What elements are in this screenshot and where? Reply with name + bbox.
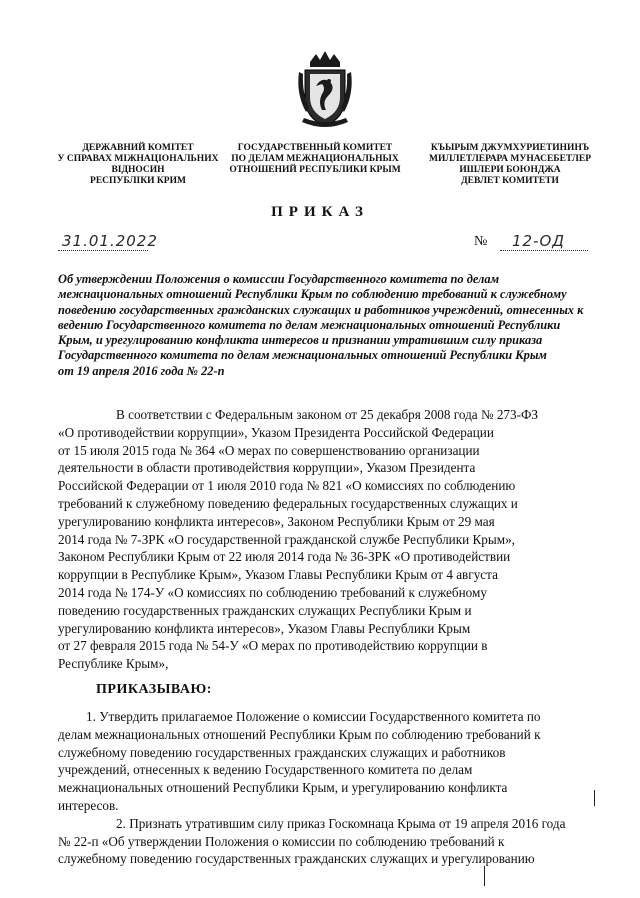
subject-line: поведению государственных гражданских служащих и работников учреждений, отнесенных к <box>58 302 584 317</box>
subject-line: от 19 апреля 2016 года № 22-п <box>58 363 225 378</box>
item-line: 2. Признать утратившим силу приказ Госкомнаца Крыма от 19 апреля 2016 года <box>116 815 566 831</box>
order-directive: ПРИКАЗЫВАЮ: <box>96 682 212 697</box>
preamble-line: требований к служебному поведению федеральных государственных служащих и <box>58 495 518 511</box>
item-line: служебному поведению государственных гражданских служащих и работников <box>58 744 506 760</box>
preamble-line: Законом Республики Крым от 22 июля 2014 года № 36-ЗРК «О противодействии <box>58 549 511 565</box>
order-number: 12-ОД <box>512 232 566 250</box>
item-line: № 22-п «Об утверждении Положения о комиссии по соблюдению требований к <box>58 833 505 849</box>
header-right-line: КЪЫРЫМ ДЖУМХУРИЕТИНИНЪ <box>430 143 590 153</box>
subject-line: ведению Государственного комитета по делам межнациональных отношений Республики <box>58 317 561 332</box>
preamble-line: поведению государственных гражданских служащих Республики Крым и <box>58 602 472 618</box>
preamble-line: деятельности в области противодействия коррупции», Указом Президента <box>58 460 476 476</box>
preamble-line: 2014 года № 174-У «О комиссиях по соблюдению требований к служебному <box>58 584 487 600</box>
preamble-line: коррупции в Республике Крым», Указом Главы Республики Крым от 4 августа <box>58 567 498 583</box>
subject-line: межнациональных отношений Республики Крым по соблюдению требований к служебному <box>58 287 567 302</box>
item-line: 1. Утвердить прилагаемое Положение о комиссии Государственного комитета по <box>86 709 541 724</box>
item-line: служебному поведению государственных гражданских служащих и урегулированию <box>58 851 535 867</box>
item-line: учреждений, отнесенных к ведению Государственного комитета по делам <box>58 762 473 778</box>
scan-artifact <box>594 790 595 806</box>
order-subject <box>58 272 600 379</box>
order-date: 31.01.2022 <box>62 232 158 250</box>
preamble-line: 2014 года № 7-ЗРК «О государственной гражданской службе Республики Крым», <box>58 531 515 547</box>
preamble-line: «О противодействии коррупции», Указом Президента Российской Федерации <box>58 424 494 440</box>
date-underline <box>58 250 148 251</box>
scan-artifact <box>484 866 485 886</box>
subject-line: Об утверждении Положения о комиссии Государственного комитета по делам <box>58 272 500 286</box>
header-left-line: ДЕРЖАВНИЙ КОМІТЕТ <box>82 143 194 153</box>
preamble-line: Российской Федерации от 1 июля 2010 года № 821 «О комиссиях по соблюдению <box>58 478 516 494</box>
header-left-line: РЕСПУБЛІКИ КРИМ <box>90 176 186 186</box>
item-line: интересов. <box>58 797 119 813</box>
preamble-line: В соответствии с Федеральным законом от 25 декабря 2008 года № 273-ФЗ <box>116 407 539 422</box>
header-right-line: ДЕВЛЕТ КОМИТЕТИ <box>461 176 559 186</box>
subject-line: Крым, и урегулированию конфликта интересов и признании утратившим силу приказа <box>58 333 543 348</box>
header-middle-line: ОТНОШЕНИЙ РЕСПУБЛИКИ КРЫМ <box>229 165 401 175</box>
header-middle-line: ПО ДЕЛАМ МЕЖНАЦИОНАЛЬНЫХ <box>231 154 399 164</box>
subject-line: Государственного комитета по делам межнациональных отношений Республики Крым <box>58 348 547 363</box>
preamble-line: от 27 февраля 2015 года № 54-У «О мерах по противодействию коррупции в <box>58 638 488 654</box>
header-right-line: ИШЛЕРИ БОЮНДЖА <box>459 165 561 175</box>
number-label: № <box>474 234 488 249</box>
header-left-line: У СПРАВАХ МІЖНАЦІОНАЛЬНИХ <box>57 154 219 164</box>
header-left-line: ВІДНОСИН <box>111 165 165 175</box>
header-middle-russian <box>224 143 406 176</box>
preamble-paragraph <box>58 406 600 673</box>
crimea-coat-of-arms-icon <box>296 48 354 130</box>
header-left-ukrainian <box>48 143 228 187</box>
preamble-line: от 15 июля 2015 года № 364 «О мерах по совершенствованию организации <box>58 442 480 458</box>
number-underline <box>500 250 588 251</box>
item-line: делам межнациональных отношений Республики Крым по соблюдению требований к <box>58 726 541 742</box>
preamble-line: урегулированию конфликта интересов», Законом Республики Крым от 29 мая <box>58 513 495 529</box>
preamble-line: урегулированию конфликта интересов», Указом Главы Республики Крым <box>58 620 471 636</box>
document-title: ПРИКАЗ <box>271 204 369 220</box>
header-middle-line: ГОСУДАРСТВЕННЫЙ КОМИТЕТ <box>237 143 393 153</box>
header-right-line: МИЛЛЕТЛЕРАРА МУНАСЕБЕТЛЕР <box>428 154 591 164</box>
header-right-crimean-tatar <box>410 143 610 187</box>
order-items <box>58 708 600 868</box>
preamble-line: Республике Крым», <box>58 656 169 672</box>
item-line: межнациональных отношений Республики Крым, и урегулированию конфликта <box>58 780 508 796</box>
